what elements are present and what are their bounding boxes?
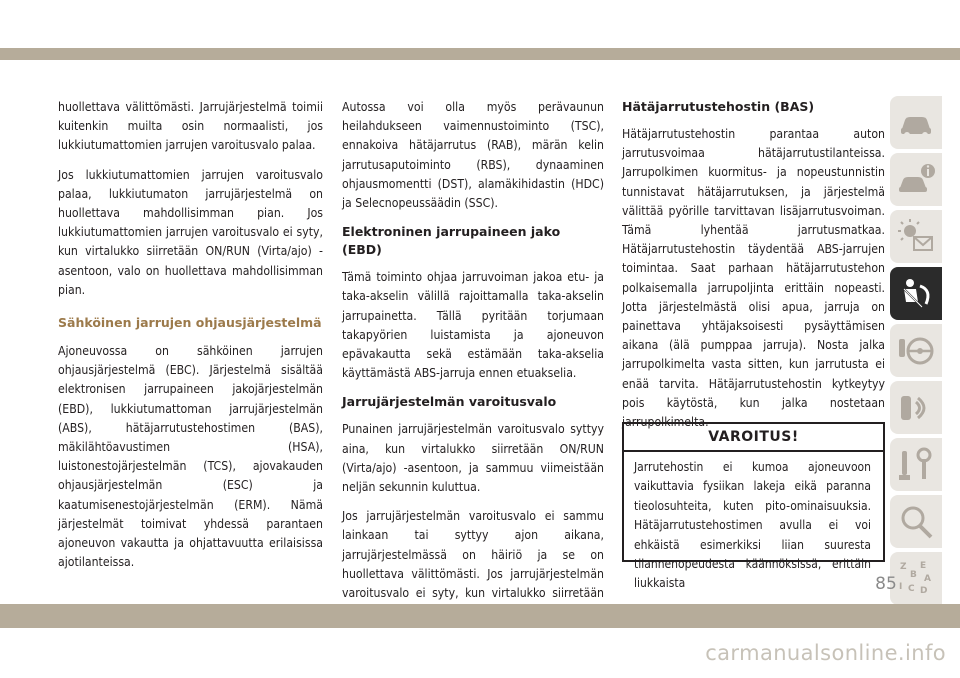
paragraph: Punainen jarrujärjestelmän varoitusvalo syttyy aina, kun virtalukko siirretään ON/RUN (Virta/ajo) -asentoon, ja sammuu viimeistään neljän sekunnin kuluttua. [342,422,604,495]
header-bar [0,0,960,82]
tab-maintenance[interactable] [890,438,942,491]
svg-text:A: A [924,574,931,584]
svg-text:E: E [920,561,927,571]
footer-bar [0,604,960,628]
section-heading: Jarrujärjestelmän varoitusvalo [342,394,557,410]
tab-warning-lights[interactable] [890,210,942,263]
svg-text:I: I [899,582,903,592]
warning-text: Jarrutehostin ei kumoa ajoneuvoon vaikuttavia fysiikan lakeja eikä paranna tieolosuhteita, kuten pito-ominaisuuksia. Hätäjarrutustehostimen avulla ei voi ehkäistä esimerkiksi liian suuresta tilannenopeudesta käännöksissä, erittäin liukkaista [634,460,871,591]
car-view-icon [896,103,936,143]
tab-search[interactable] [890,495,942,548]
watermark: carmanualsonline.info [705,641,946,665]
paragraph: Tämä toiminto ohjaa jarruvoiman jakoa etu- ja taka-akselin välillä rajoittamalla taka-akselin jarrupainetta. Tällä pyritään torjumaan takapyörien luistamista ja ajoneuvon epävakautta sekä estämään taka-akselia käyttämästä ABS-jarruja ennen etuakselia. [342,270,604,381]
chapter-tabs [890,96,942,609]
page-number: 85 [875,574,897,594]
multimedia-icon [896,388,936,428]
svg-text:C: C [908,584,915,594]
paragraph: huollettava välittömästi. Jarrujärjestelmä toimii kuitenkin muilta osin normaalisti, jos lukkiutumattomien jarrujen varoitusvalo palaa. [58,100,323,153]
tab-car-view[interactable] [890,96,942,149]
paragraph: Autossa voi olla myös perävaunun heilahdukseen vaimennustoiminto (TSC), ennakoiva hätäjarrutus (RAB), märän kelin jarrutusaputoiminto (RBS), dynaaminen ohjausmomentti (DST), alamäkihidastin (HDC) ja Selecnopeussäädin (SSC). [342,100,604,211]
paragraph: Jos jarrujärjestelmän varoitusvalo ei sammu lainkaan tai syttyy ajon aikana, jarrujärjestelmässä on häiriö ja se on huollettava välittömästi. Jos jarrujärjestelmän varoitusvalo ei syty, kun virtalukko siirretään [342,509,604,601]
column-2 [342,98,604,652]
warning-title: VAROITUS! [624,424,883,452]
warning-lights-icon [896,217,936,257]
safety-airbag-icon [896,274,936,314]
header-band [0,48,960,60]
section-heading: Elektroninen jarrupaineen jako (EBD) [342,224,561,258]
paragraph: Hätäjarrutustehostin parantaa auton jarrutusvoimaa hätäjarrutustilanteissa. Jarrupolkimen kuormitus- ja nopeustunnistin tunnistavat hätäjarrutuksen, ja järjestelmä välittää pyörille tarvittavan lisäjarrutusvoiman. Tämä lyhentää jarrutusmatkaa. Hätäjarrutustehostin täydentää ABS-jarrujen toimintaa. Saat parhaan hätäjarrutustehon polkaisemalla jarrupoljinta erittäin nopeasti. Jotta järjestelmästä olisi apua, jarruja on painettava yhtäjaksoisesti pysäyttämisen aikana (älä pumppaa jarruja). Nosta jalka jarrupolkimelta vasta sitten, kun jarrutusta ei enää tarvita. Hätäjarrutustehostin kytkeytyy pois käytöstä, kun jalka nostetaan jarrupolkimelta. [622,127,885,430]
paragraph: Ajoneuvossa on sähköinen jarrujen ohjausjärjestelmä (EBC). Järjestelmä sisältää elektronisen jarrupaineen jakojärjestelmän (EBD), lukkiutumattoman jarrujärjestelmän (ABS), hätäjarrutustehostimen (BAS), mäkilähtöavustimen (HSA), luistonestojärjestelmän (TCS), ajovakauden ohjausjärjestelmän (ESC) ja kaatumisenestojärjestelmän (ERM). Nämä järjestelmät toimivat yhdessä parantaen ajoneuvon vakautta ja ohjattavuutta erilaisissa ajotilanteissa. [58,344,323,570]
car-info-icon [896,160,936,200]
tab-car-info[interactable] [890,153,942,206]
tab-starting-driving[interactable] [890,324,942,377]
starting-driving-icon [896,331,936,371]
search-icon [896,502,936,542]
section-heading: Sähköinen jarrujen ohjausjärjestelmä [58,315,322,331]
column-1 [58,98,323,582]
svg-text:D: D [920,586,928,596]
svg-text:Z: Z [900,562,907,572]
svg-text:B: B [910,570,917,580]
maintenance-icon [896,445,936,485]
column-3 [622,98,885,442]
tab-safety[interactable] [890,267,942,320]
paragraph: Jos lukkiutumattomien jarrujen varoitusvalo palaa, lukkiutumaton jarrujärjestelmä on huollettava mahdollisimman pian. Jos lukkiutumattomien jarrujen varoitusvalo ei syty, kun virtalukko siirretään ON/RUN (Virta/ajo) -asentoon, valo on huollettava mahdollisimman pian. [58,167,323,297]
tab-multimedia[interactable] [890,381,942,434]
warning-box [622,422,885,591]
section-heading: Hätäjarrutustehostin (BAS) [622,99,815,114]
